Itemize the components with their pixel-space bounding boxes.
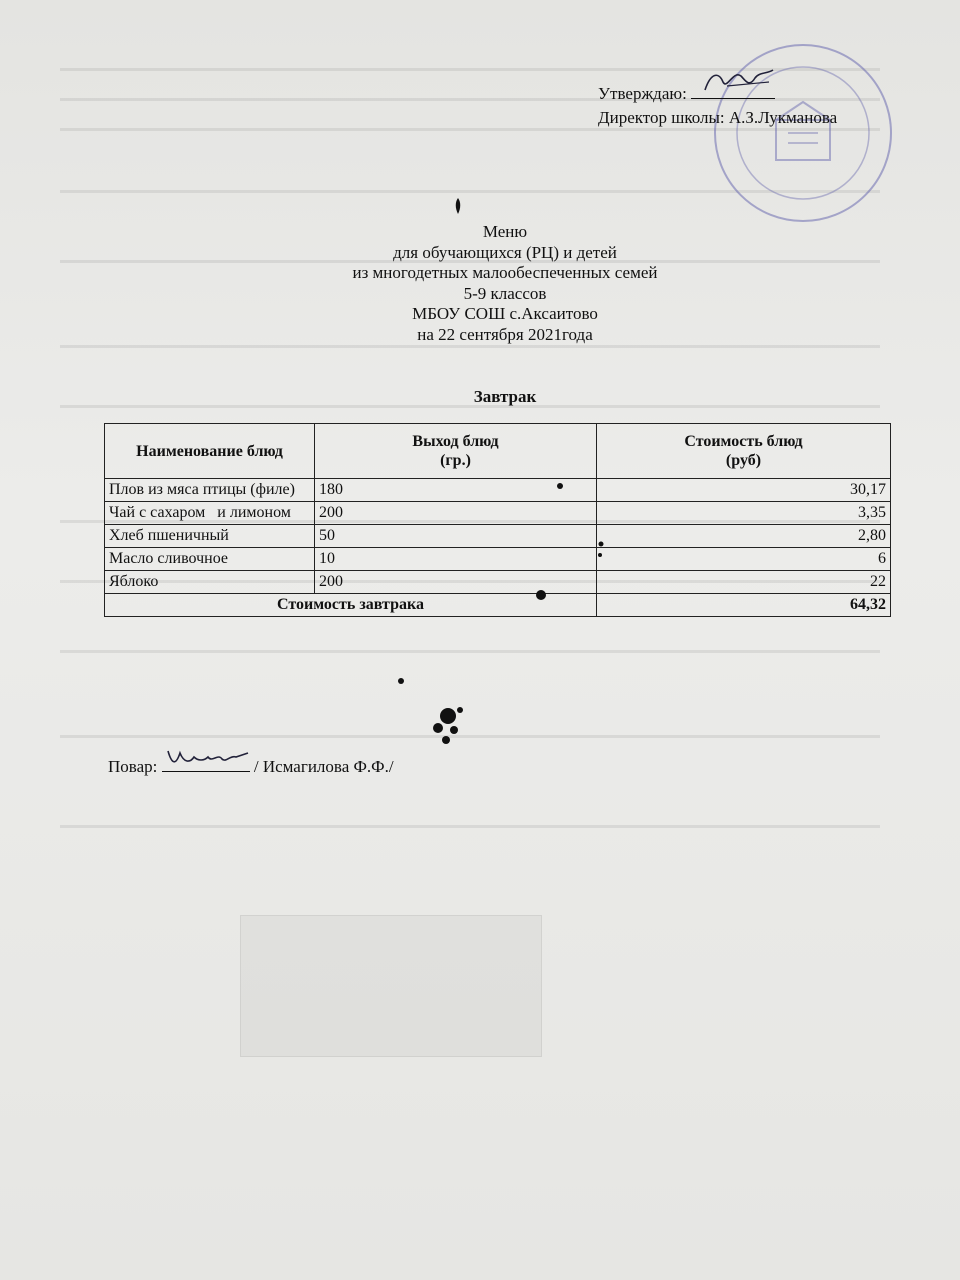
meal-title: Завтрак xyxy=(473,387,537,406)
ink-spot-icon xyxy=(534,588,548,602)
ink-blot-icon xyxy=(428,698,468,748)
header-yield-line1: Выход блюд xyxy=(412,433,499,450)
dish-price: 2,80 xyxy=(597,525,891,548)
header-price xyxy=(597,424,891,479)
heading-title: Меню xyxy=(482,222,528,241)
table-header-row xyxy=(105,424,891,479)
dish-price: 3,35 xyxy=(597,502,891,525)
ink-spot-icon xyxy=(452,196,464,216)
dish-price: 22 xyxy=(597,571,891,594)
dish-yield: 50 xyxy=(315,525,597,548)
cook-signature-block xyxy=(108,755,394,777)
director-name: А.З.Лукманова xyxy=(728,108,838,127)
dish-name: Яблоко xyxy=(105,571,315,594)
bleed-through-line xyxy=(60,735,880,738)
approve-label: Утверждаю: xyxy=(598,84,687,103)
dish-price: 6 xyxy=(597,548,891,571)
heading-date: на 22 сентября 2021года xyxy=(417,324,593,344)
header-yield-line2: (гр.) xyxy=(440,452,471,469)
dish-yield: 180 xyxy=(315,479,597,502)
dish-name: Масло сливочное xyxy=(105,548,315,571)
dish-name: Плов из мяса птицы (филе) xyxy=(105,479,315,502)
director-label: Директор школы: xyxy=(598,108,725,127)
ink-spot-icon xyxy=(555,480,565,492)
table-row xyxy=(105,479,891,502)
ink-spot-icon xyxy=(596,540,606,560)
heading-grades: 5-9 классов xyxy=(463,283,547,303)
header-price-line2: (руб) xyxy=(725,452,762,469)
heading-families: из многодетных малообеспеченных семей xyxy=(352,263,658,282)
cook-label: Повар: xyxy=(108,757,158,776)
header-dish-name: Наименование блюд xyxy=(105,424,315,479)
cook-signature-icon xyxy=(164,747,250,769)
total-row xyxy=(105,594,891,617)
bleed-through-line xyxy=(60,345,880,348)
total-value: 64,32 xyxy=(597,594,891,617)
ink-spot-icon xyxy=(396,673,406,689)
school-stamp-icon xyxy=(708,38,898,228)
bleed-through-line xyxy=(60,825,880,828)
director-signature-icon xyxy=(697,68,777,94)
dish-yield: 200 xyxy=(315,502,597,525)
table-row xyxy=(105,571,891,594)
heading-school: МБОУ СОШ с.Аксаитово xyxy=(412,304,598,323)
bleed-through-line xyxy=(60,650,880,653)
table-row xyxy=(105,502,891,525)
dish-yield: 200 xyxy=(315,571,597,594)
heading-audience: для обучающихся (РЦ) и детей xyxy=(393,242,617,262)
approval-block xyxy=(598,82,837,130)
total-label: Стоимость завтрака xyxy=(105,594,597,617)
cook-signature-line xyxy=(162,755,250,772)
menu-table xyxy=(104,423,891,617)
header-yield xyxy=(315,424,597,479)
table-row xyxy=(105,548,891,571)
dish-name: Хлеб пшеничный xyxy=(105,525,315,548)
dish-price: 30,17 xyxy=(597,479,891,502)
dish-yield: 10 xyxy=(315,548,597,571)
document-heading xyxy=(0,222,960,345)
table-row xyxy=(105,525,891,548)
header-price-line1: Стоимость блюд xyxy=(684,433,803,450)
bleed-through-box xyxy=(240,915,542,1057)
cook-name: / Исмагилова Ф.Ф./ xyxy=(253,757,394,776)
director-signature-line xyxy=(691,82,775,99)
dish-name: Чай с сахаром и лимоном xyxy=(105,502,315,525)
